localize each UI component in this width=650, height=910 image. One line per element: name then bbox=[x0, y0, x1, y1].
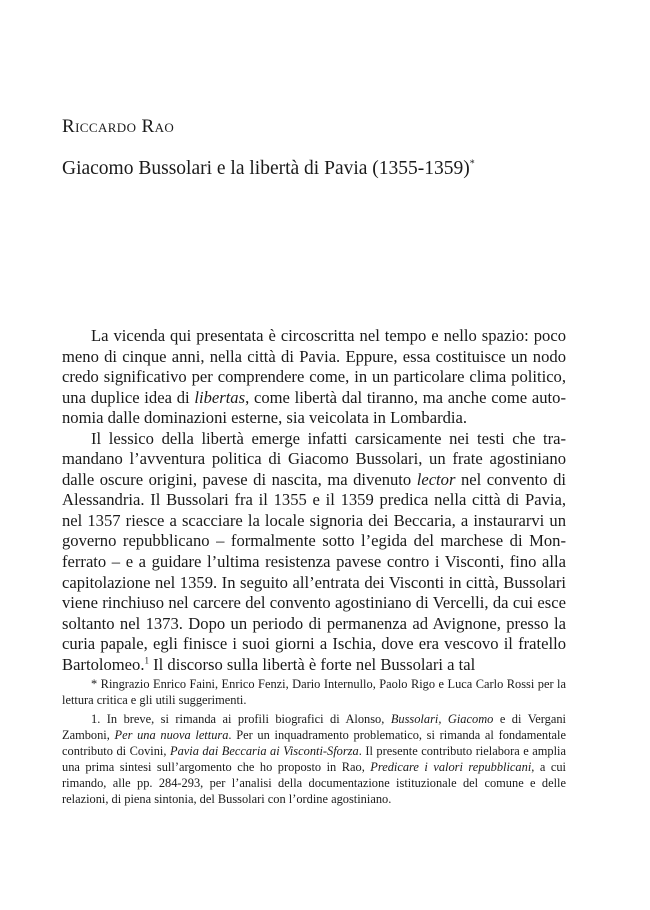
footnote-star-text: Ringrazio Enrico Faini, Enrico Fenzi, Dario Internullo, Paolo Rigo e Luca Carlo Rossi per la lettura critica e gli utili suggerimenti. bbox=[62, 677, 566, 707]
author-name: Riccardo Rao bbox=[62, 116, 175, 137]
footnote-1-citation-2: Per una nuova lettura bbox=[114, 728, 229, 742]
footnote-1-citation-4: Predicare i valori repubblicani bbox=[370, 760, 532, 774]
footnote-1-number: 1. bbox=[91, 712, 101, 726]
footnote-1-text-b: e di Vergani Zamboni, bbox=[62, 712, 567, 742]
chapter-title bbox=[62, 158, 475, 180]
paragraph-2-text-b: nel convento di Alessandria. Il Bussolari fra il 1355 e il 1359 predica nella città di Pavia, nel 1357 riesce a scacciare la locale signoria dei Beccaria, a instaurarvi un governo repubblicano – formalmente sotto l’egida del marchese di Monferrato – e a guidare l’ultima resistenza pavese contro i Visconti, fino alla capitolazione nel 1359. In seguito all’entrata dei Visconti in città, Bussolari viene rinchiuso nel carcere del convento agostiniano di Vercelli, da cui esce soltanto nel 1373. Dopo un periodo di permanenza ad Avignone, presso la curia papale, egli finisce i suoi giorni a Ischia, dove era vescovo il fratello Bartolomeo. bbox=[62, 469, 566, 674]
chapter-title-text: Giacomo Bussolari e la libertà di Pavia (1355-1359) bbox=[62, 158, 470, 179]
footnote-1-text-e: , a cui rimando, alle pp. 284-293, per l’analisi della documentazione istituzionale del comune e delle relazioni, di piena sintonia, del Bussolari con l’ordine agostiniano. bbox=[62, 760, 566, 806]
footnote-star bbox=[62, 676, 566, 708]
footnote-1-citation-3: Pavia dai Beccaria ai Visconti-Sforza bbox=[170, 744, 359, 758]
paragraph-1-text-b: , come libertà dal tiranno, ma anche come autonomia dalle dominazioni esterne, sia veicolata in Lombardia. bbox=[62, 387, 566, 428]
paragraph-2-text-a: Il lessico della libertà emerge infatti carsicamente nei testi che tramandano l’avventura politica di Giacomo Bussolari, un frate agostiniano dalle oscure origini, pavese di nascita, ma divenuto bbox=[62, 428, 566, 489]
paragraph-2 bbox=[62, 429, 566, 676]
footnote-1-marker[interactable]: 1 bbox=[144, 655, 149, 666]
footnotes bbox=[62, 676, 566, 810]
paragraph-2-text-c: Il discorso sulla libertà è forte nel Bussolari a tal bbox=[149, 654, 476, 674]
footnote-star-mark: * bbox=[91, 677, 98, 691]
footnote-1-text-d: . Il presente contributo rielabora e amplia una prima sintesi sull’argomento che ho proposto in Rao, bbox=[62, 744, 566, 774]
footnote-1-text-a: In breve, si rimanda ai profili biografici di Alonso, bbox=[100, 712, 391, 726]
page bbox=[62, 0, 566, 910]
paragraph-1 bbox=[62, 326, 566, 429]
body-text bbox=[62, 326, 566, 675]
footnote-1-citation-1: Bussolari, Giacomo bbox=[390, 712, 494, 726]
title-footnote-marker[interactable]: * bbox=[469, 158, 475, 170]
footnote-1-text-c: . Per un inquadramento problematico, si rimanda al fondamentale contributo di Covini, bbox=[62, 728, 566, 758]
paragraph-1-emphasis: libertas bbox=[194, 387, 246, 407]
paragraph-1-text-a: La vicenda qui presentata è circoscritta nel tempo e nello spazio: poco meno di cinque anni, nella città di Pavia. Eppure, essa costituisce un nodo credo significativo per comprendere come, in un particolare clima politico, una duplice idea di bbox=[62, 326, 566, 407]
paragraph-2-emphasis: lector bbox=[416, 469, 456, 489]
footnote-1 bbox=[62, 711, 566, 807]
